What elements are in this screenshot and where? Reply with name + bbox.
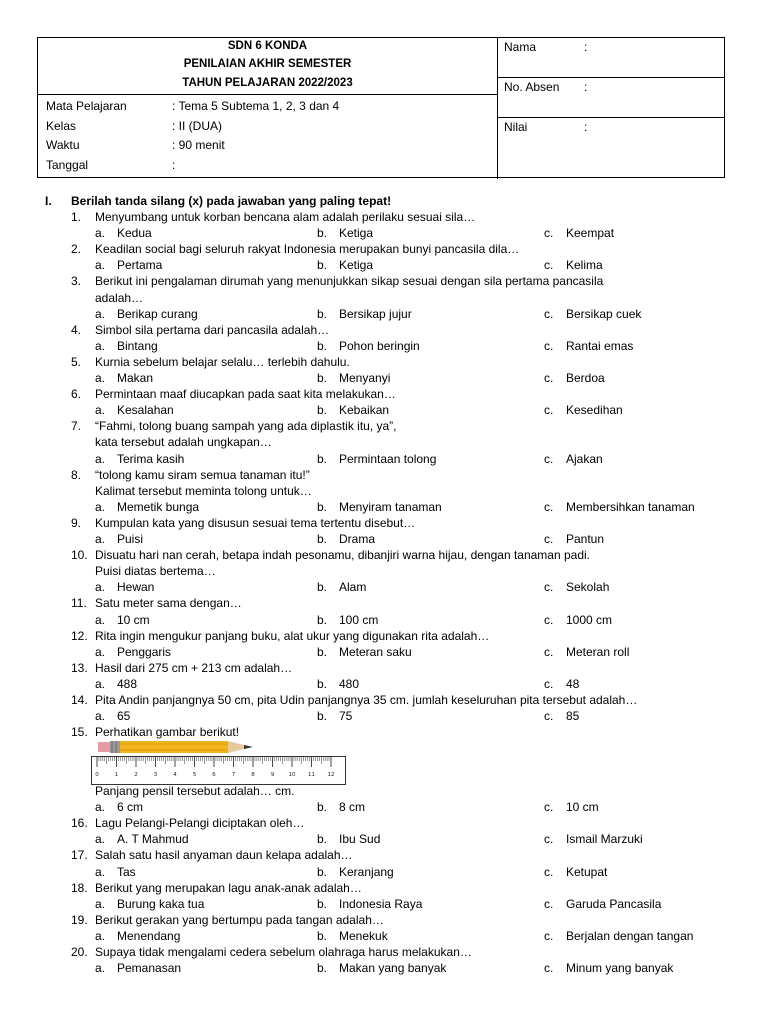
question-line: Keadilan social bagi seluruh rakyat Indonesia merupakan bunyi pancasila dila… xyxy=(95,242,520,256)
field-label: Mata Pelajaran xyxy=(46,99,127,113)
question-line: Rita ingin mengukur panjang buku, alat ukur yang digunakan rita adalah… xyxy=(95,629,490,643)
option-text: 1000 cm xyxy=(566,613,613,627)
field-label: Waktu xyxy=(46,138,80,152)
option-letter: a. xyxy=(95,800,106,814)
option-text: Permintaan tolong xyxy=(339,452,437,466)
question-number: 14. xyxy=(71,693,88,707)
option-letter: c. xyxy=(544,452,554,466)
option-letter: b. xyxy=(317,645,328,659)
option-letter: a. xyxy=(95,832,106,846)
option-letter: a. xyxy=(95,613,106,627)
option-text: Burung kaka tua xyxy=(117,897,205,911)
option-letter: c. xyxy=(544,258,554,272)
option-letter: a. xyxy=(95,371,106,385)
option-letter: c. xyxy=(544,800,554,814)
option-letter: b. xyxy=(317,403,328,417)
question-number: 18. xyxy=(71,881,88,895)
option-letter: c. xyxy=(544,677,554,691)
option-text: 10 cm xyxy=(117,613,150,627)
pencil-tip xyxy=(244,745,253,749)
question-number: 8. xyxy=(71,468,82,482)
option-text: Alam xyxy=(339,580,367,594)
option-letter: b. xyxy=(317,929,328,943)
ruler-label: 3 xyxy=(153,772,158,778)
question-line: Pita Andin panjangnya 50 cm, pita Udin panjangnya 35 cm. jumlah keseluruhan pita tersebut adalah… xyxy=(95,693,638,707)
option-text: 6 cm xyxy=(117,800,144,814)
ruler-label: 6 xyxy=(212,772,216,778)
option-letter: c. xyxy=(544,532,554,546)
question-line: Supaya tidak mengalami cedera sebelum olahraga harus melakukan… xyxy=(95,945,472,959)
question-number: 4. xyxy=(71,323,82,337)
option-text: Kelima xyxy=(566,258,603,272)
option-text: 48 xyxy=(566,677,580,691)
option-text: 85 xyxy=(566,709,580,723)
option-text: Sekolah xyxy=(566,580,610,594)
option-text: Ketiga xyxy=(339,226,374,240)
option-text: Ibu Sud xyxy=(339,832,381,846)
option-letter: c. xyxy=(544,865,554,879)
question-number: 7. xyxy=(71,419,82,433)
option-letter: b. xyxy=(317,800,328,814)
option-letter: b. xyxy=(317,500,328,514)
option-letter: a. xyxy=(95,258,106,272)
option-text: Menekuk xyxy=(339,929,388,943)
option-letter: b. xyxy=(317,307,328,321)
option-letter: a. xyxy=(95,961,106,975)
field-label: Nama xyxy=(504,40,537,54)
question-number: 10. xyxy=(71,548,88,562)
option-text: Bersikap cuek xyxy=(566,307,642,321)
ruler-label: 7 xyxy=(231,772,236,778)
field-label: Tanggal xyxy=(46,158,89,172)
option-text: Membersihkan tanaman xyxy=(566,500,695,514)
option-text: 480 xyxy=(339,677,360,691)
ruler-label: 9 xyxy=(270,772,275,778)
option-letter: a. xyxy=(95,452,106,466)
field-colon: : xyxy=(584,80,588,94)
option-text: Memetik bunga xyxy=(117,500,200,514)
option-text: Puisi xyxy=(117,532,144,546)
ruler-label: 1 xyxy=(114,772,119,778)
question-number: 15. xyxy=(71,725,88,739)
option-letter: a. xyxy=(95,532,106,546)
option-text: Minum yang banyak xyxy=(566,961,674,975)
pencil-drawing xyxy=(98,740,254,754)
option-letter: b. xyxy=(317,865,328,879)
option-text: Pantun xyxy=(566,532,605,546)
question-number: 16. xyxy=(71,816,88,830)
option-text: Garuda Pancasila xyxy=(566,897,662,911)
option-letter: a. xyxy=(95,709,106,723)
option-text: Ketiga xyxy=(339,258,374,272)
option-text: Tas xyxy=(117,865,136,879)
option-text: Hewan xyxy=(117,580,155,594)
option-letter: b. xyxy=(317,677,328,691)
option-letter: b. xyxy=(317,832,328,846)
option-text: Bintang xyxy=(117,339,158,353)
option-letter: c. xyxy=(544,961,554,975)
option-letter: c. xyxy=(544,226,554,240)
option-letter: b. xyxy=(317,339,328,353)
option-text: Drama xyxy=(339,532,376,546)
ruler-label: 12 xyxy=(327,772,335,778)
question-line: Berikut yang merupakan lagu anak-anak adalah… xyxy=(95,881,362,895)
option-letter: b. xyxy=(317,961,328,975)
option-text: Indonesia Raya xyxy=(339,897,423,911)
ruler-label: 11 xyxy=(308,772,315,778)
question-number: 17. xyxy=(71,848,88,862)
question-line: “tolong kamu siram semua tanaman itu!” xyxy=(95,468,310,482)
option-letter: c. xyxy=(544,339,554,353)
field-label: Nilai xyxy=(504,120,528,134)
ruler-label: 2 xyxy=(134,772,138,778)
option-letter: c. xyxy=(544,307,554,321)
option-text: Rantai emas xyxy=(566,339,634,353)
option-text: Menendang xyxy=(117,929,181,943)
section-instruction: Berilah tanda silang (x) pada jawaban yang paling tepat! xyxy=(71,194,392,208)
option-letter: b. xyxy=(317,452,328,466)
option-letter: a. xyxy=(95,677,106,691)
option-text: Pemanasan xyxy=(117,961,182,975)
ruler-label: 8 xyxy=(251,772,255,778)
option-letter: b. xyxy=(317,613,328,627)
question-line: kata tersebut adalah ungkapan… xyxy=(95,435,272,449)
option-text: A. T Mahmud xyxy=(117,832,189,846)
option-letter: b. xyxy=(317,371,328,385)
option-text: Makan xyxy=(117,371,154,385)
option-letter: a. xyxy=(95,897,106,911)
option-letter: a. xyxy=(95,929,106,943)
school-name: SDN 6 KONDA xyxy=(227,40,308,52)
section-number: I. xyxy=(45,194,52,208)
academic-year: TAHUN PELAJARAN 2022/2023 xyxy=(182,77,353,89)
ruler-image xyxy=(91,756,347,791)
ruler-label: 4 xyxy=(173,772,177,778)
question-line: Hasil dari 275 cm + 213 cm adalah… xyxy=(95,661,293,675)
option-text: Meteran saku xyxy=(339,645,412,659)
option-letter: b. xyxy=(317,709,328,723)
question-number: 20. xyxy=(71,945,88,959)
option-text: Menyanyi xyxy=(339,371,391,385)
option-text: 10 cm xyxy=(566,800,599,814)
option-letter: c. xyxy=(544,500,554,514)
pencil-body xyxy=(120,741,228,753)
question-line: Berikut gerakan yang bertumpu pada tangan adalah… xyxy=(95,913,384,927)
question-line: Lagu Pelangi-Pelangi diciptakan oleh… xyxy=(95,816,305,830)
option-text: Berjalan dengan tangan xyxy=(566,929,694,943)
question-line: Disuatu hari nan cerah, betapa indah pesonamu, dibanjiri warna hijau, dengan tanaman padi. xyxy=(95,548,591,562)
ruler-label: 0 xyxy=(95,772,99,778)
field-label: Kelas xyxy=(46,119,77,133)
field-colon: : xyxy=(584,120,588,134)
option-text: Bersikap jujur xyxy=(339,307,412,321)
question-line: Satu meter sama dengan… xyxy=(95,596,242,610)
option-letter: b. xyxy=(317,897,328,911)
option-letter: a. xyxy=(95,645,106,659)
option-text: Keempat xyxy=(566,226,615,240)
ruler-drawing xyxy=(91,756,347,786)
question-line: adalah… xyxy=(95,291,144,305)
question-number: 5. xyxy=(71,355,82,369)
question-line: Simbol sila pertama dari pancasila adalah… xyxy=(95,323,330,337)
field-value: : xyxy=(172,158,176,172)
option-text: 75 xyxy=(339,709,353,723)
ruler-label: 10 xyxy=(288,772,296,778)
option-letter: c. xyxy=(544,403,554,417)
option-letter: b. xyxy=(317,258,328,272)
question-line: Kurnia sebelum belajar selalu… terlebih dahulu. xyxy=(95,355,350,369)
option-text: Pertama xyxy=(117,258,163,272)
option-letter: c. xyxy=(544,371,554,385)
option-letter: a. xyxy=(95,580,106,594)
option-text: Ajakan xyxy=(566,452,603,466)
option-letter: c. xyxy=(544,832,554,846)
option-letter: a. xyxy=(95,403,106,417)
option-letter: c. xyxy=(544,613,554,627)
option-letter: c. xyxy=(544,580,554,594)
ruler-label: 5 xyxy=(192,772,197,778)
question-number: 13. xyxy=(71,661,88,675)
option-text: Kesedihan xyxy=(566,403,623,417)
question-number: 6. xyxy=(71,387,82,401)
question-line: “Fahmi, tolong buang sampah yang ada diplastik itu, ya”, xyxy=(95,419,397,433)
field-colon: : xyxy=(584,40,588,54)
option-text: Berdoa xyxy=(566,371,605,385)
pencil-eraser xyxy=(98,742,110,752)
option-text: Terima kasih xyxy=(117,452,185,466)
exam-title: PENILAIAN AKHIR SEMESTER xyxy=(183,58,352,70)
question-line: Puisi diatas bertema… xyxy=(95,564,216,578)
option-text: Meteran roll xyxy=(566,645,630,659)
option-letter: a. xyxy=(95,865,106,879)
option-letter: b. xyxy=(317,532,328,546)
option-letter: c. xyxy=(544,645,554,659)
question-line: Berikut ini pengalaman dirumah yang menunjukkan sikap sesuai dengan sila pertama pancasila xyxy=(95,274,604,288)
question-number: 19. xyxy=(71,913,88,927)
question-line: Permintaan maaf diucapkan pada saat kita melakukan… xyxy=(95,387,396,401)
option-letter: b. xyxy=(317,226,328,240)
question-number: 12. xyxy=(71,629,88,643)
option-letter: c. xyxy=(544,897,554,911)
option-text: Kesalahan xyxy=(117,403,174,417)
option-text: Ismail Marzuki xyxy=(566,832,643,846)
option-text: 488 xyxy=(117,677,138,691)
option-letter: c. xyxy=(544,709,554,723)
question-line: Kalimat tersebut meminta tolong untuk… xyxy=(95,484,312,498)
question-line: Kumpulan kata yang disusun sesuai tema tertentu disebut… xyxy=(95,516,416,530)
option-letter: a. xyxy=(95,307,106,321)
option-letter: a. xyxy=(95,500,106,514)
question-number: 9. xyxy=(71,516,82,530)
field-value: : 90 menit xyxy=(172,138,225,152)
option-letter: a. xyxy=(95,226,106,240)
option-text: Makan yang banyak xyxy=(339,961,447,975)
option-text: 65 xyxy=(117,709,131,723)
question-line: Menyumbang untuk korban bencana alam adalah perilaku sesuai sila… xyxy=(95,210,476,224)
question-line: Perhatikan gambar berikut! xyxy=(95,725,240,739)
option-letter: a. xyxy=(95,339,106,353)
option-letter: b. xyxy=(317,580,328,594)
option-text: Pohon beringin xyxy=(339,339,420,353)
field-value: : Tema 5 Subtema 1, 2, 3 dan 4 xyxy=(172,99,340,113)
question-number: 2. xyxy=(71,242,82,256)
question-number: 1. xyxy=(71,210,82,224)
option-text: Kedua xyxy=(117,226,152,240)
question-number: 11. xyxy=(71,596,87,610)
option-text: Ketupat xyxy=(566,865,608,879)
question-number: 3. xyxy=(71,274,82,288)
field-value: : II (DUA) xyxy=(172,119,222,133)
option-text: Kebaikan xyxy=(339,403,390,417)
option-text: 100 cm xyxy=(339,613,379,627)
field-label: No. Absen xyxy=(504,80,560,94)
option-text: Menyiram tanaman xyxy=(339,500,442,514)
option-text: Berikap curang xyxy=(117,307,198,321)
option-text: Keranjang xyxy=(339,865,394,879)
question-line: Panjang pensil tersebut adalah… cm. xyxy=(95,784,295,798)
question-line: Salah satu hasil anyaman daun kelapa adalah… xyxy=(95,848,353,862)
option-text: Penggaris xyxy=(117,645,172,659)
option-letter: c. xyxy=(544,929,554,943)
option-text: 8 cm xyxy=(339,800,366,814)
